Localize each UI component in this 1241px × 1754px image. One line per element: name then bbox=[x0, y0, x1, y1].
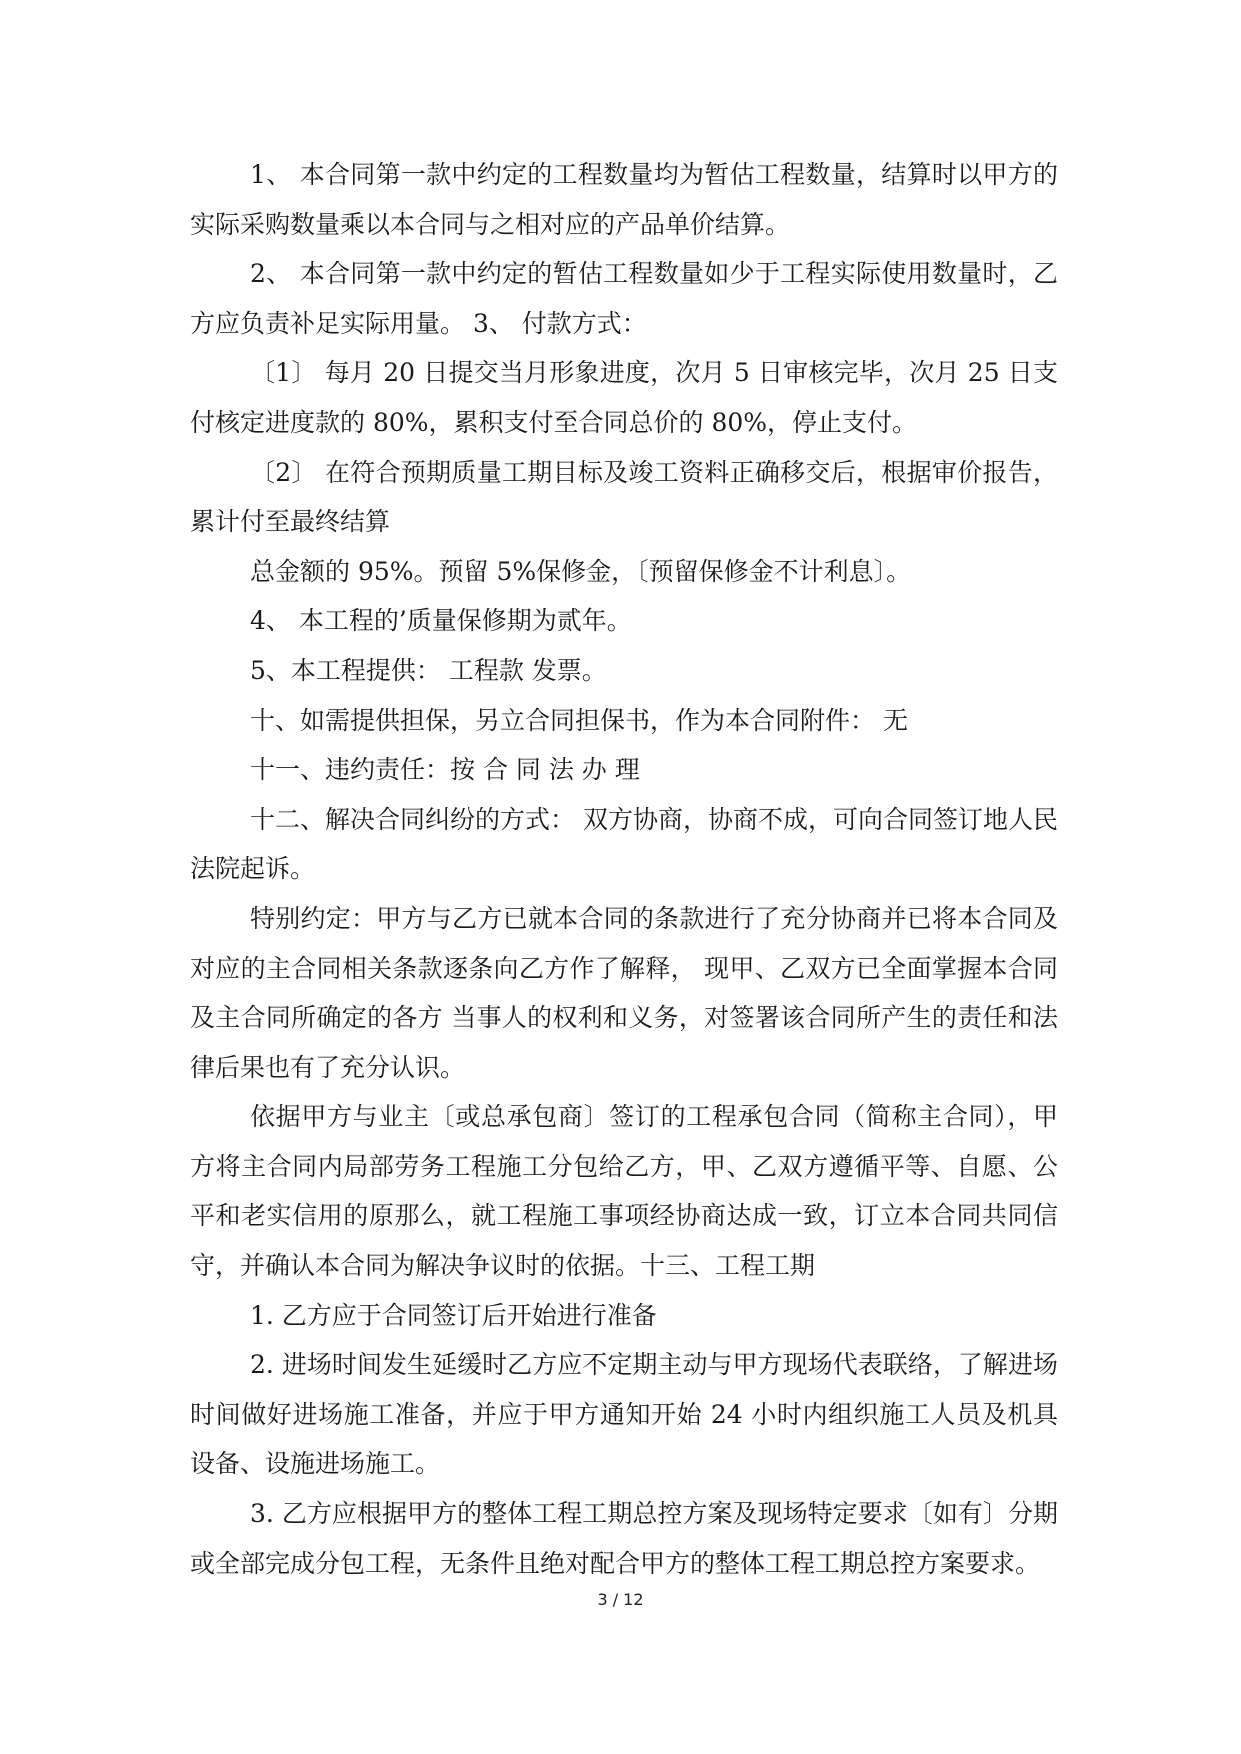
paragraph-6: 4、 本工程的’质量保修期为贰年。 bbox=[250, 606, 632, 636]
paragraph-5: 总金额的 95%。预留 5%保修金，〔预留保修金不计利息〕。 bbox=[250, 556, 912, 586]
paragraph-14: 2. 进场时间发生延缓时乙方应不定期主动与甲方现场代表联络，了解进场时间做好进场施工准备，并应于甲方通知开始 24 小时内组织施工人员及机具设备、设施进场施工。 bbox=[190, 1350, 1058, 1479]
paragraph-7: 5、本工程提供： 工程款 发票。 bbox=[250, 655, 607, 685]
paragraph-8: 十、如需提供担保，另立合同担保书，作为本合同附件： 无 bbox=[250, 705, 908, 735]
paragraph-9: 十一、违约责任：按 合 同 法 办 理 bbox=[250, 755, 640, 785]
paragraph-13: 1. 乙方应于合同签订后开始进行准备 bbox=[250, 1300, 657, 1330]
paragraph-2: 2、 本合同第一款中约定的暂估工程数量如少于工程实际使用数量时，乙方应负责补足实际用量。 3、 付款方式： bbox=[190, 259, 1058, 338]
paragraph-3: 〔1〕 每月 20 日提交当月形象进度，次月 5 日审核完毕，次月 25 日支付核定进度款的 80%，累积支付至合同总价的 80%，停止支付。 bbox=[190, 358, 1058, 437]
paragraph-12: 依据甲方与业主〔或总承包商〕签订的工程承包合同（简称主合同），甲方将主合同内局部劳务工程施工分包给乙方，甲、乙双方遵循平等、自愿、公平和老实信用的原那么，就工程施工事项经协商达成一致，订立本合同共同信守，并确认本合同为解决争议时的依据。十三、工程工期 bbox=[190, 1102, 1058, 1281]
paragraph-1: 1、 本合同第一款中约定的工程数量均为暂估工程数量，结算时以甲方的实际采购数量乘以本合同与之相对应的产品单价结算。 bbox=[190, 160, 1058, 239]
paragraph-10: 十二、解决合同纠纷的方式： 双方协商，协商不成，可向合同签订地人民法院起诉。 bbox=[190, 804, 1058, 884]
paragraph-11: 特别约定：甲方与乙方已就本合同的条款进行了充分协商并已将本合同及对应的主合同相关条款逐条向乙方作了解释， 现甲、乙双方已全面掌握本合同及主合同所确定的各方 当事人的权利和义务，对签署该合同所产生的责任和法律后果也有了充分认识。 bbox=[190, 903, 1058, 1082]
paragraph-15: 3. 乙方应根据甲方的整体工程工期总控方案及现场特定要求〔如有〕分期或全部完成分包工程，无条件且绝对配合甲方的整体工程工期总控方案要求。 bbox=[190, 1499, 1058, 1578]
paragraph-4: 〔2〕 在符合预期质量工期目标及竣工资料正确移交后，根据审价报告，累计付至最终结算 bbox=[190, 457, 1058, 537]
document-body bbox=[190, 150, 1058, 1588]
page-number: 3 / 12 bbox=[597, 1590, 644, 1609]
